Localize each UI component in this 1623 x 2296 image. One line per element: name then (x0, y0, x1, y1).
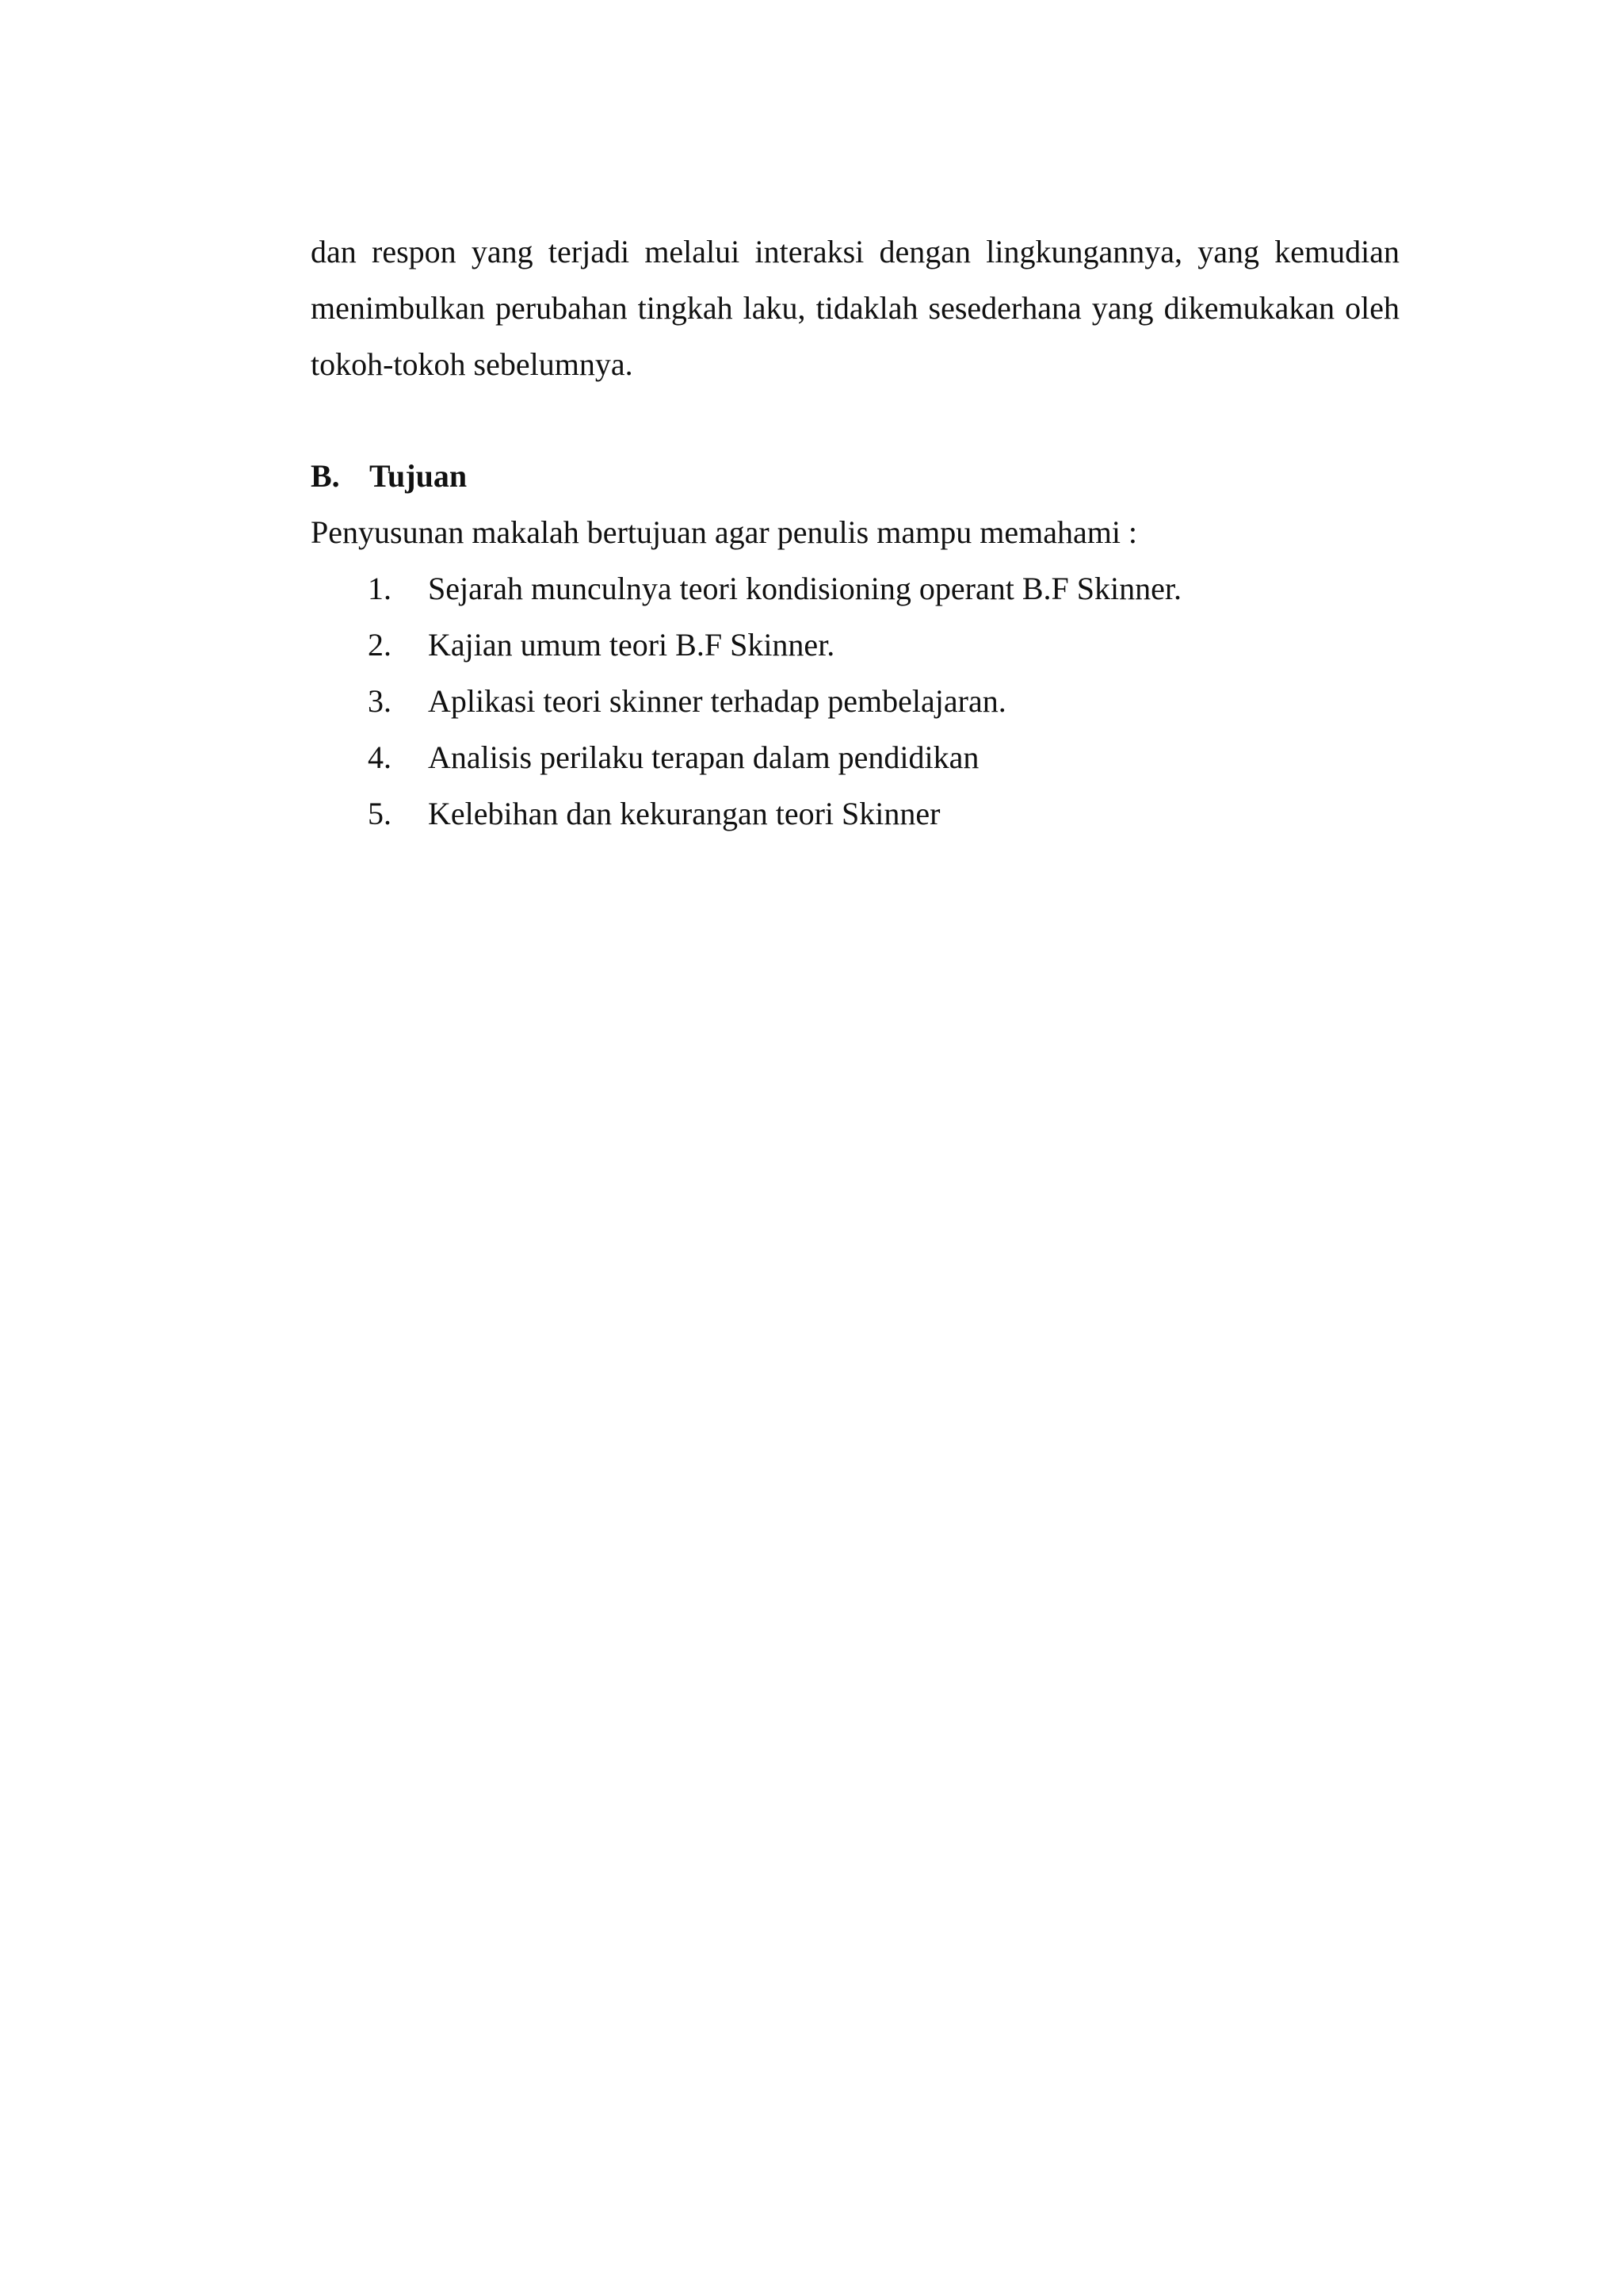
list-text: Sejarah munculnya teori kondisioning operant B.F Skinner. (428, 571, 1182, 606)
section-intro: Penyusunan makalah bertujuan agar penulis mampu memahami : (311, 514, 1138, 550)
list-item (368, 785, 1400, 842)
list-item (368, 617, 1400, 673)
section-letter: B. (311, 458, 340, 494)
list-text: Aplikasi teori skinner terhadap pembelajaran. (428, 683, 1006, 719)
list-number: 2. (368, 627, 391, 663)
section-title: Tujuan (369, 458, 468, 494)
objectives-list (311, 560, 1400, 842)
section-heading (311, 448, 1400, 504)
list-number: 5. (368, 796, 391, 831)
list-text: Analisis perilaku terapan dalam pendidikan (428, 739, 980, 775)
list-text: Kajian umum teori B.F Skinner. (428, 627, 835, 663)
list-number: 1. (368, 571, 391, 606)
list-number: 3. (368, 683, 391, 719)
list-item (368, 673, 1400, 729)
list-text: Kelebihan dan kekurangan teori Skinner (428, 796, 941, 831)
list-item (368, 560, 1400, 617)
list-item (368, 729, 1400, 785)
list-number: 4. (368, 739, 391, 775)
page-content (311, 223, 1400, 842)
body-paragraph: dan respon yang terjadi melalui interaksi dengan lingkungannya, yang kemudian menimbulkan perubahan tingkah laku, tidaklah sesederhana yang dikemukakan oleh tokoh-tokoh sebelumnya. (311, 234, 1400, 382)
